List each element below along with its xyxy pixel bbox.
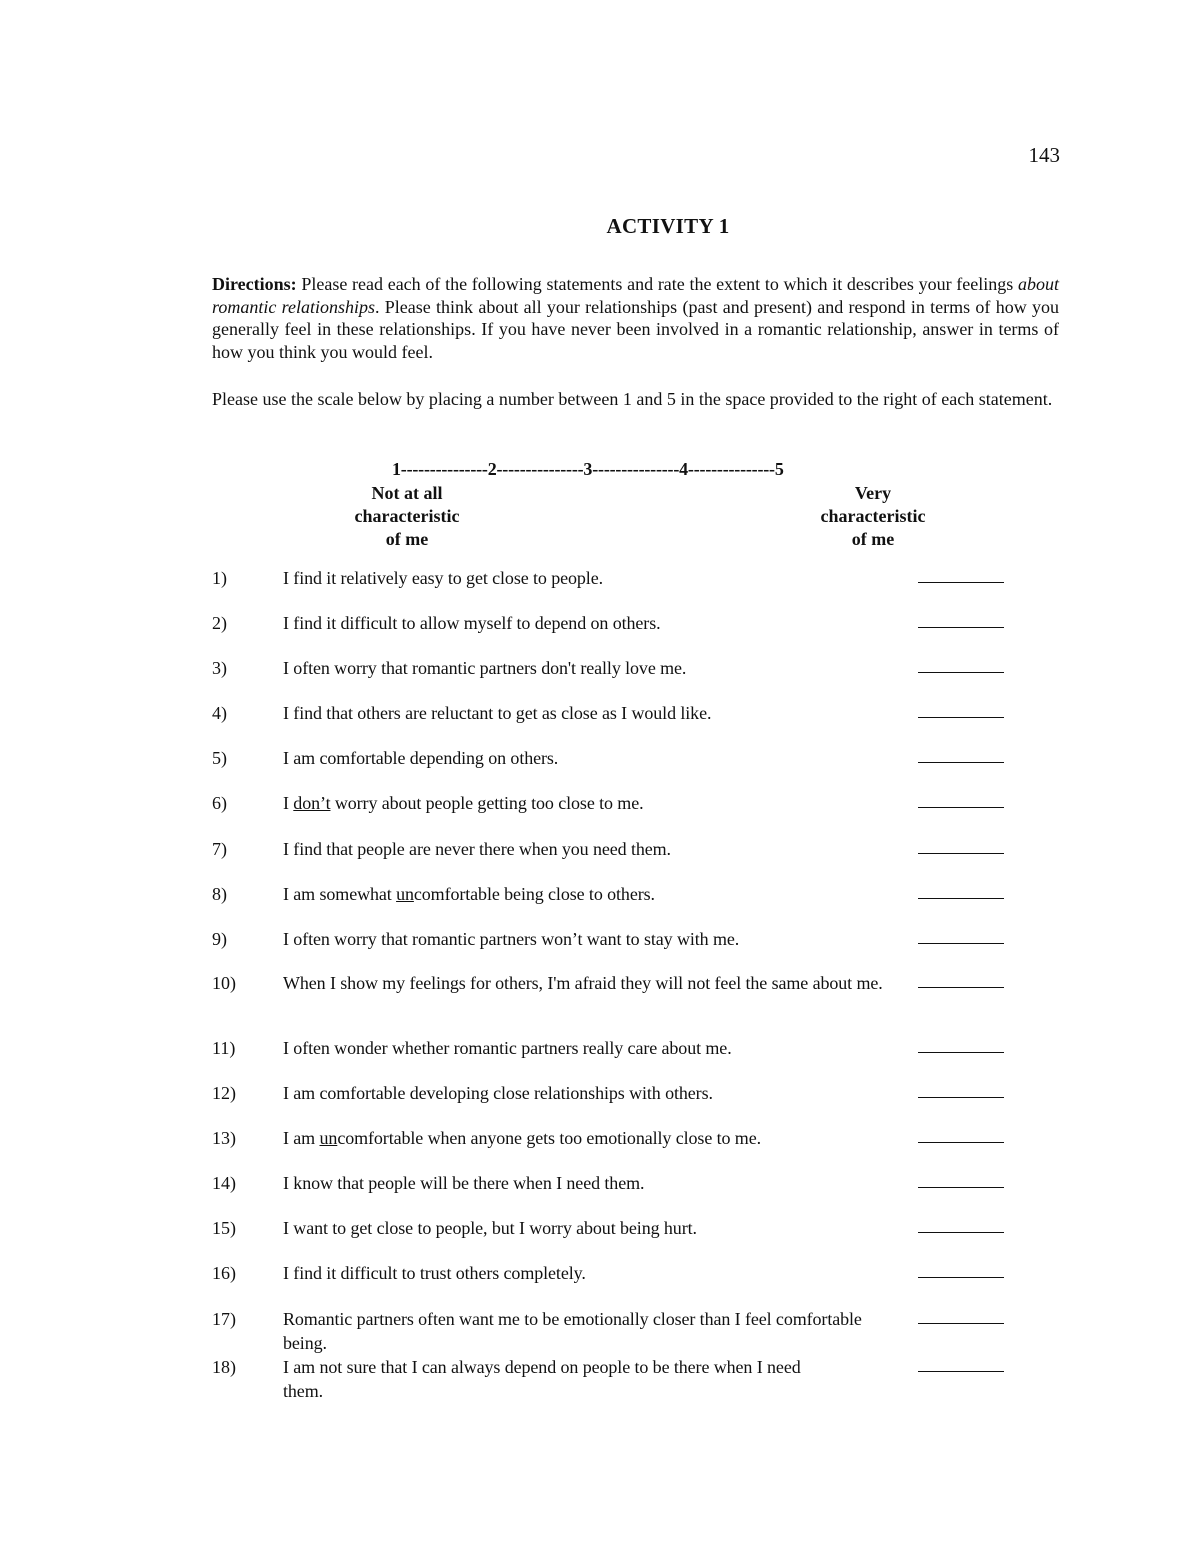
rating-blank[interactable]: [918, 1052, 1004, 1053]
rating-blank[interactable]: [918, 853, 1004, 854]
rating-blank[interactable]: [918, 1232, 1004, 1233]
item-text-post: comfortable when anyone gets too emotionally close to me.: [337, 1128, 761, 1148]
item-text-pre: Romantic partners often want me to be emotionally closer than I feel comfortable being.: [283, 1309, 862, 1353]
item-number: 2): [212, 613, 227, 633]
item-number: 15): [212, 1218, 236, 1238]
item-text-pre: I am somewhat: [283, 884, 397, 904]
item-text-pre: I am comfortable depending on others.: [283, 748, 559, 768]
item-number: 16): [212, 1263, 236, 1283]
directions-italic: about romantic relationships: [212, 274, 1059, 317]
item-number: 8): [212, 884, 227, 904]
directions-text-1: Please read each of the following statements and rate the extent to which it describes your feelings: [296, 274, 1018, 294]
rating-blank[interactable]: [918, 898, 1004, 899]
item-text: [283, 837, 883, 861]
item-text: [283, 1307, 883, 1355]
item-text: [283, 927, 883, 951]
directions-text-2: . Please think about all your relationships (past and present) and respond in terms of how you generally feel in these relationships. If you have never been involved in a romantic relationship, answer in terms of how you think you would feel.: [212, 296, 1059, 362]
item-number: 17): [212, 1309, 236, 1329]
item-text-pre: I find it difficult to allow myself to depend on others.: [283, 613, 661, 633]
page-title: ACTIVITY 1: [606, 214, 730, 238]
rating-blank[interactable]: [918, 807, 1004, 808]
item-text: [283, 1216, 883, 1240]
item-text-pre: I find it relatively easy to get close to people.: [283, 568, 603, 588]
item-number: 6): [212, 793, 227, 813]
rating-blank[interactable]: [918, 1142, 1004, 1143]
rating-scale-line: 1---------------2---------------3---------------4---------------5: [392, 459, 784, 479]
item-text: [283, 701, 883, 725]
item-text: [283, 611, 883, 635]
item-text-pre: I am comfortable developing close relationships with others.: [283, 1083, 713, 1103]
item-text-pre: I find it difficult to trust others completely.: [283, 1263, 586, 1283]
rating-blank[interactable]: [918, 1097, 1004, 1098]
item-text-pre: I often worry that romantic partners don't really love me.: [283, 658, 687, 678]
item-number: 1): [212, 568, 227, 588]
rating-blank[interactable]: [918, 987, 1004, 988]
item-text-post: worry about people getting too close to me.: [330, 793, 644, 813]
item-number: 12): [212, 1083, 236, 1103]
item-text-pre: I find that people are never there when you need them.: [283, 839, 671, 859]
item-text-underlined: un: [396, 884, 414, 904]
item-text: [283, 746, 883, 770]
item-number: 3): [212, 658, 227, 678]
item-text: [283, 566, 883, 590]
item-text: [283, 882, 883, 906]
item-number: 4): [212, 703, 227, 723]
item-text-post: comfortable being close to others.: [413, 884, 655, 904]
directions-paragraph: [212, 273, 1059, 363]
item-number: 11): [212, 1038, 236, 1058]
item-number: 7): [212, 839, 227, 859]
item-text: [283, 656, 883, 680]
item-text-pre: I: [283, 793, 294, 813]
item-number: 18): [212, 1357, 236, 1377]
item-number: 5): [212, 748, 227, 768]
rating-blank[interactable]: [918, 1371, 1004, 1372]
high-anchor-line-3: of me: [851, 529, 895, 549]
scale-high-anchor: [798, 482, 948, 551]
item-text-pre: I know that people will be there when I need them.: [283, 1173, 645, 1193]
rating-blank[interactable]: [918, 943, 1004, 944]
rating-blank[interactable]: [918, 672, 1004, 673]
rating-blank[interactable]: [918, 627, 1004, 628]
item-text-underlined: don’t: [293, 793, 331, 813]
item-text-pre: When I show my feelings for others, I'm afraid they will not feel the same about me.: [283, 973, 883, 993]
item-number: 14): [212, 1173, 236, 1193]
item-text-underlined: un: [319, 1128, 338, 1148]
item-text: [283, 1081, 883, 1105]
low-anchor-line-3: of me: [385, 529, 429, 549]
low-anchor-line-1: Not at all: [371, 483, 443, 503]
rating-blank[interactable]: [918, 762, 1004, 763]
item-number: 10): [212, 973, 236, 993]
high-anchor-line-2: characteristic: [820, 506, 926, 526]
rating-blank[interactable]: [918, 1187, 1004, 1188]
item-text-pre: I am not sure that I can always depend on people to be there when I need them.: [283, 1357, 801, 1401]
item-text: [283, 1126, 883, 1150]
item-text-pre: I often worry that romantic partners won’t want to stay with me.: [283, 929, 740, 949]
item-text-pre: I find that others are reluctant to get as close as I would like.: [283, 703, 712, 723]
scale-low-anchor: [332, 482, 482, 551]
item-text: [283, 791, 883, 815]
item-text-pre: I am: [283, 1128, 320, 1148]
directions-label: Directions:: [212, 274, 297, 294]
rating-blank[interactable]: [918, 582, 1004, 583]
item-number: 9): [212, 929, 227, 949]
item-text: [283, 971, 883, 995]
rating-blank[interactable]: [918, 717, 1004, 718]
rating-blank[interactable]: [918, 1323, 1004, 1324]
scale-instruction: Please use the scale below by placing a number between 1 and 5 in the space provided to the right of each statement.: [212, 389, 1053, 409]
page-number: 143: [1028, 143, 1060, 167]
rating-blank[interactable]: [918, 1277, 1004, 1278]
item-text-pre: I often wonder whether romantic partners really care about me.: [283, 1038, 732, 1058]
item-text: [283, 1171, 883, 1195]
item-number: 13): [212, 1128, 236, 1148]
item-text-pre: I want to get close to people, but I worry about being hurt.: [283, 1218, 697, 1238]
item-text: [283, 1355, 823, 1403]
item-text: [283, 1261, 883, 1285]
high-anchor-line-1: Very: [854, 483, 892, 503]
low-anchor-line-2: characteristic: [354, 506, 460, 526]
item-text: [283, 1036, 883, 1060]
